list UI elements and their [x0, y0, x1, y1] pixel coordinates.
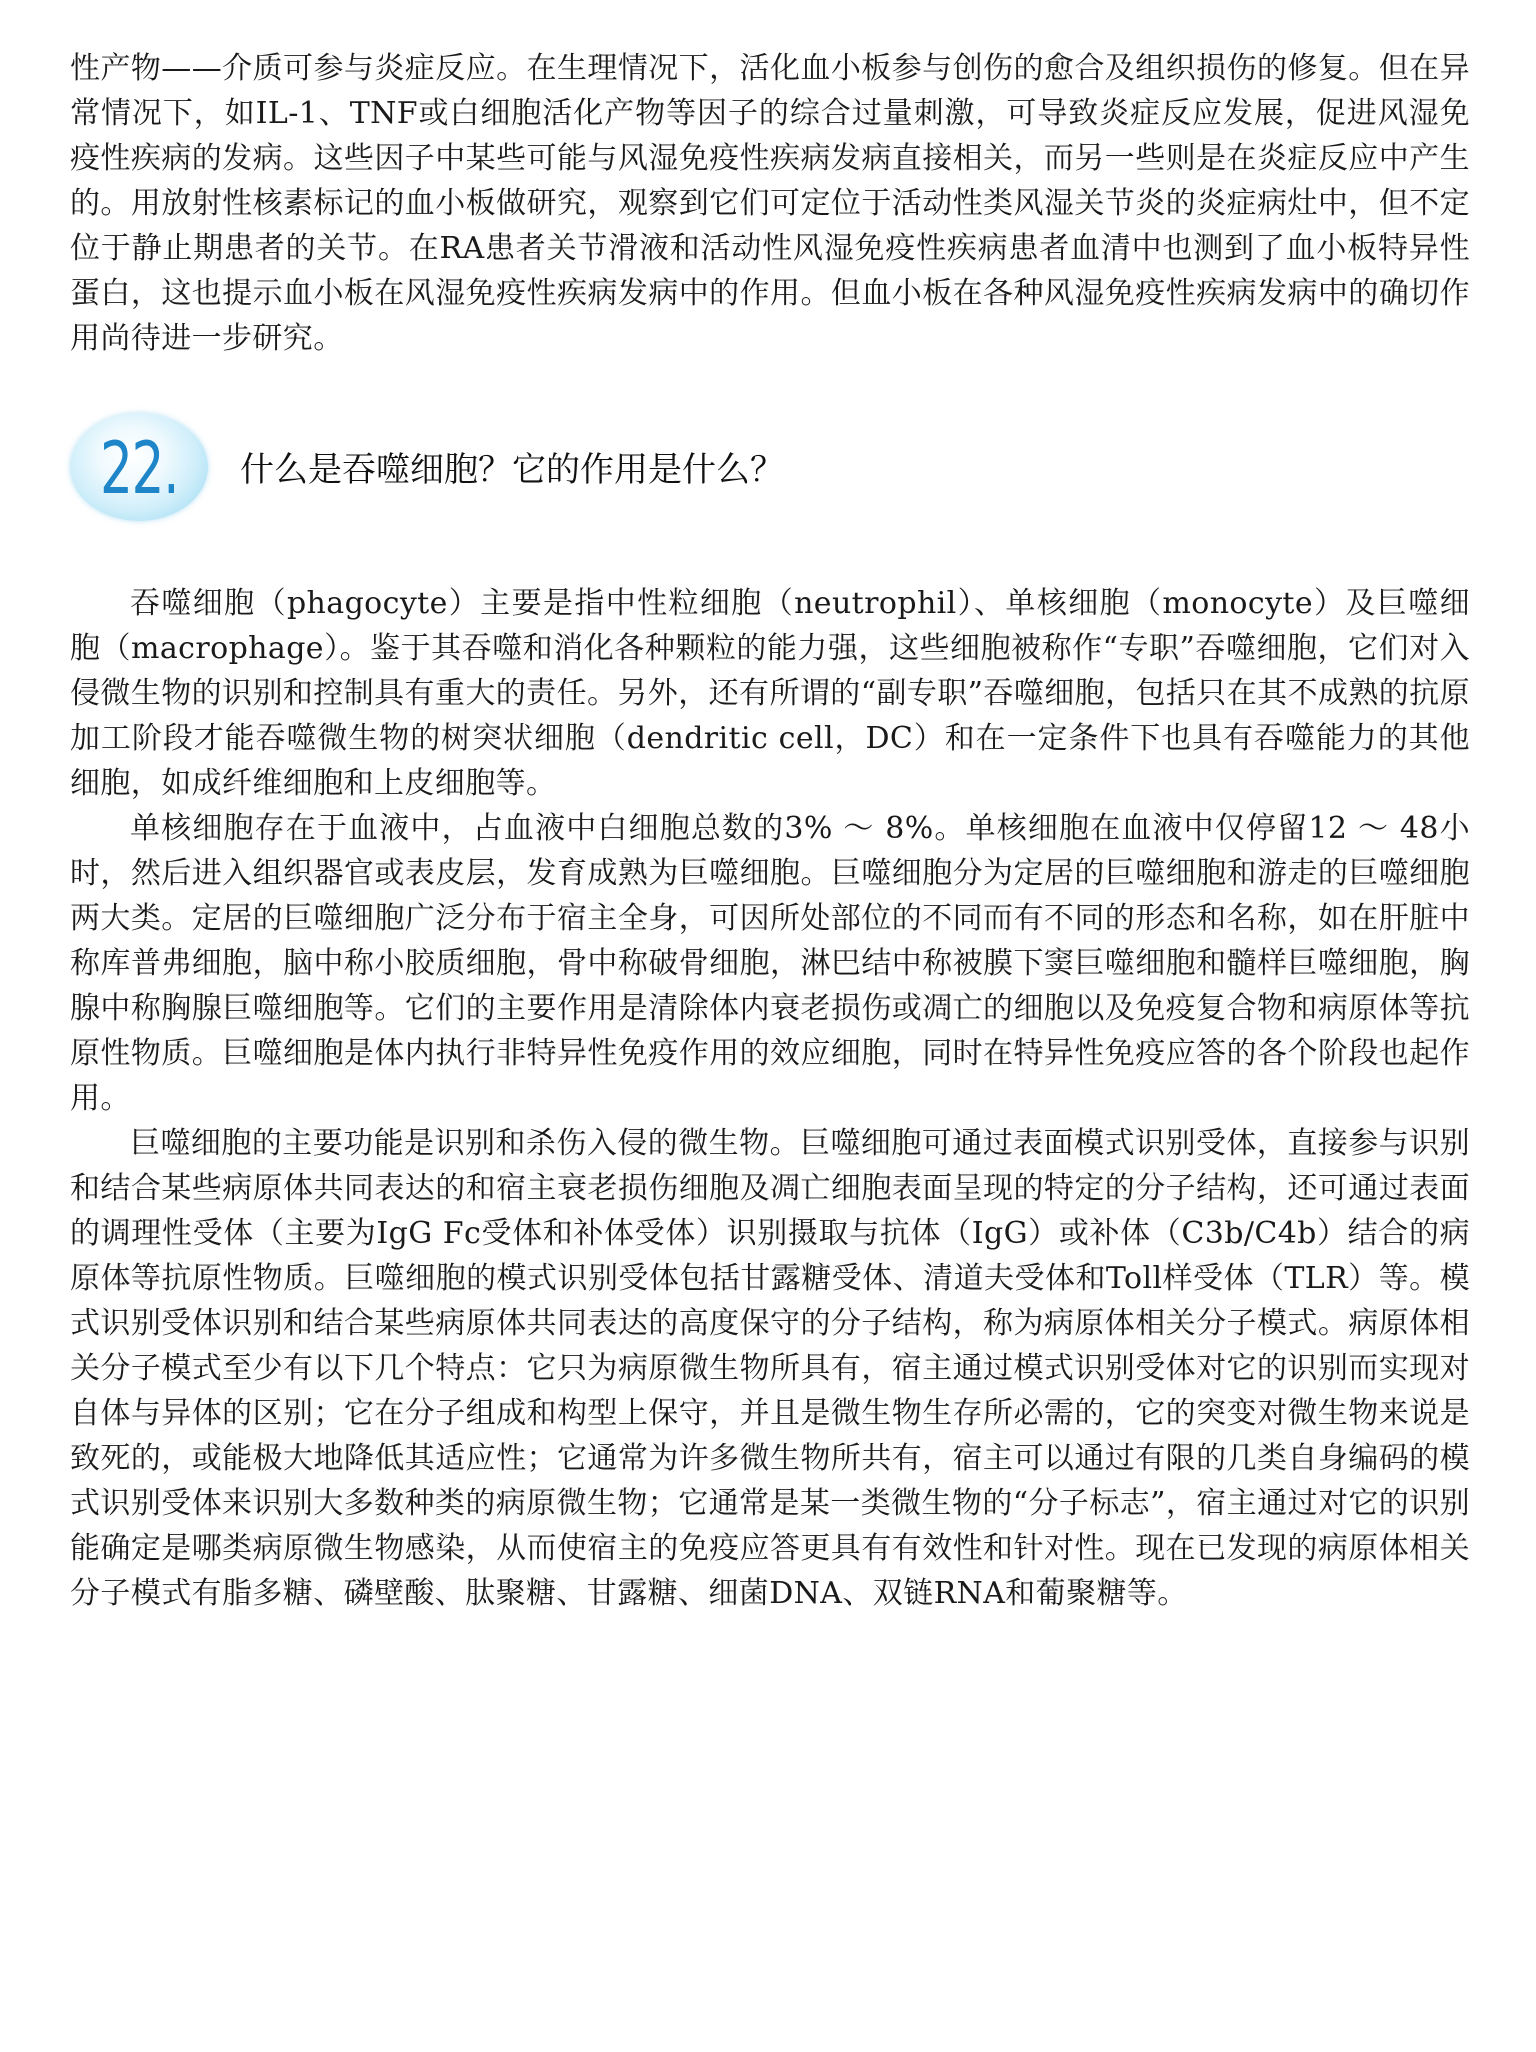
body-paragraph-2: 单核细胞存在于血液中，占血液中白细胞总数的3% ～ 8%。单核细胞在血液中仅停留12 ～ 48小时，然后进入组织器官或表皮层，发育成熟为巨噬细胞。巨噬细胞分为定居的巨噬细胞和游走的巨噬细胞两大类。定居的巨噬细胞广泛分布于宿主全身，可因所处部位的不同而有不同的形态和名称，如在肝脏中称库普弗细胞，脑中称小胶质细胞，骨中称破骨细胞，淋巴结中称被膜下窦巨噬细胞和髓样巨噬细胞，胸腺中称胸腺巨噬细胞等。它们的主要作用是清除体内衰老损伤或凋亡的细胞以及免疫复合物和病原体等抗原性物质。巨噬细胞是体内执行非特异性免疫作用的效应细胞，同时在特异性免疫应答的各个阶段也起作用。 [70, 811, 1470, 1116]
body-paragraph-3: 巨噬细胞的主要功能是识别和杀伤入侵的微生物。巨噬细胞可通过表面模式识别受体，直接参与识别和结合某些病原体共同表达的和宿主衰老损伤细胞及凋亡细胞表面呈现的特定的分子结构，还可通过表面的调理性受体（主要为IgG Fc受体和补体受体）识别摄取与抗体（IgG）或补体（C3b/C4b）结合的病原体等抗原性物质。巨噬细胞的模式识别受体包括甘露糖受体、清道夫受体和Toll样受体（TLR）等。模式识别受体识别和结合某些病原体共同表达的高度保守的分子结构，称为病原体相关分子模式。病原体相关分子模式至少有以下几个特点：它只为病原微生物所具有，宿主通过模式识别受体对它的识别而实现对自体与异体的区别；它在分子组成和构型上保守，并且是微生物生存所必需的，它的突变对微生物来说是致死的，或能极大地降低其适应性；它通常为许多微生物所共有，宿主可以通过有限的几类自身编码的模式识别受体来识别大多数种类的病原微生物；它通常是某一类微生物的“分子标志”，宿主通过对它的识别能确定是哪类病原微生物感染，从而使宿主的免疫应答更具有有效性和针对性。现在已发现的病原体相关分子模式有脂多糖、磷壁酸、肽聚糖、甘露糖、细菌DNA、双链RNA和葡聚糖等。 [70, 1126, 1470, 1611]
continued-paragraph: 性产物——介质可参与炎症反应。在生理情况下，活化血小板参与创伤的愈合及组织损伤的修复。但在异常情况下，如IL-1、TNF或白细胞活化产物等因子的综合过量刺激，可导致炎症反应发展，促进风湿免疫性疾病的发病。这些因子中某些可能与风湿免疫性疾病发病直接相关，而另一些则是在炎症反应中产生的。用放射性核素标记的血小板做研究，观察到它们可定位于活动性类风湿关节炎的炎症病灶中，但不定位于静止期患者的关节。在RA患者关节滑液和活动性风湿免疫性疾病患者血清中也测到了血小板特异性蛋白，这也提示血小板在风湿免疫性疾病发病中的作用。但血小板在各种风湿免疫性疾病发病中的确切作用尚待进一步研究。 [70, 51, 1470, 356]
body-paragraph-1: 吞噬细胞（phagocyte）主要是指中性粒细胞（neutrophil）、单核细胞（monocyte）及巨噬细胞（macrophage）。鉴于其吞噬和消化各种颗粒的能力强，这些细胞被称作“专职”吞噬细胞，它们对入侵微生物的识别和控制具有重大的责任。另外，还有所谓的“副专职”吞噬细胞，包括只在其不成熟的抗原加工阶段才能吞噬微生物的树突状细胞（dendritic cell，DC）和在一定条件下也具有吞噬能力的其他细胞，如成纤维细胞和上皮细胞等。 [70, 586, 1470, 801]
page-content [70, 46, 1470, 1616]
section-heading [70, 413, 1470, 533]
section-title: 什么是吞噬细胞？它的作用是什么？ [240, 450, 784, 490]
section-number: 22. [100, 426, 179, 510]
section-number-badge [70, 413, 216, 525]
